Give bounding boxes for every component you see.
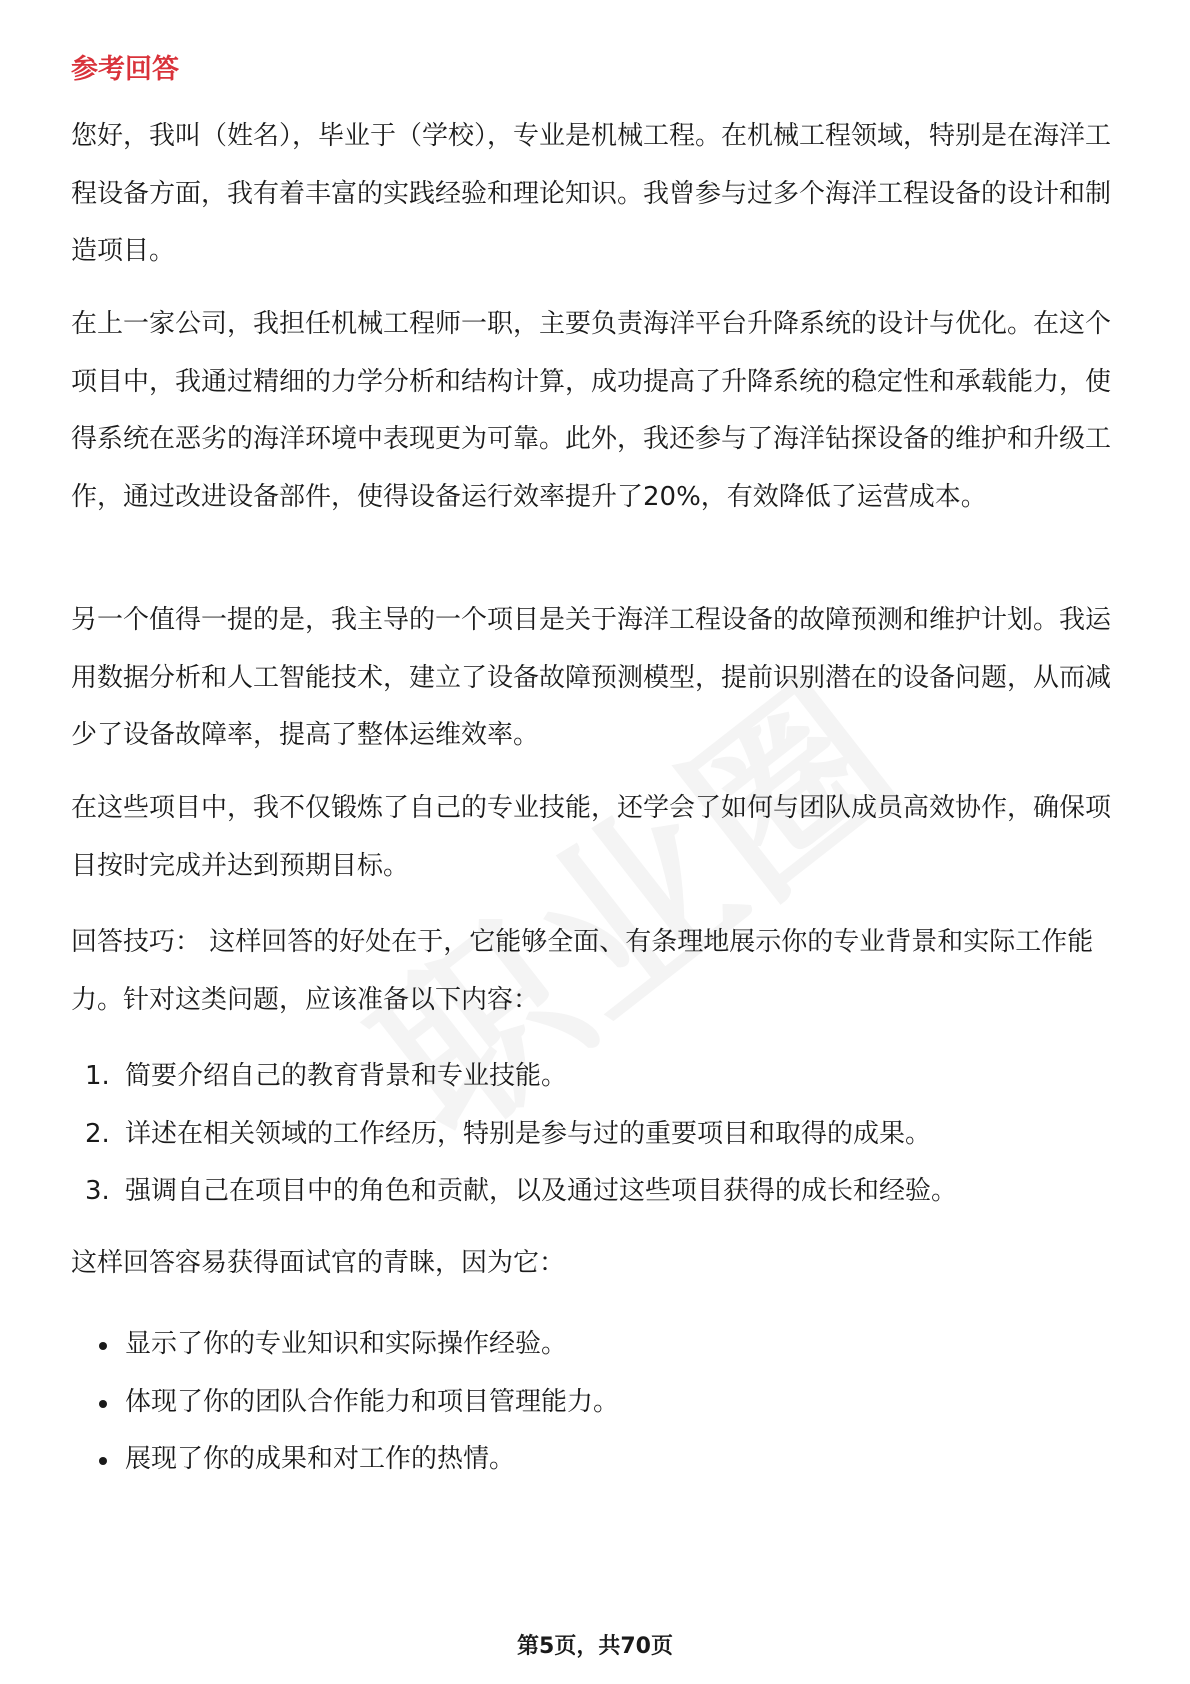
list-item-text: 体现了你的团队合作能力和项目管理能力。 xyxy=(125,1386,620,1417)
bullet-icon xyxy=(99,1457,107,1465)
list-item xyxy=(71,1316,1121,1374)
list-item-text: 简要介绍自己的教育背景和专业技能。 xyxy=(125,1061,568,1091)
section-heading: 参考回答 xyxy=(71,54,179,85)
paragraph-reasons-intro: 这样回答容易获得面试官的青睐，因为它： xyxy=(71,1248,566,1278)
list-item-text: 强调自己在项目中的角色和贡献，以及通过这些项目获得的成长和经验。 xyxy=(125,1176,958,1206)
list-item xyxy=(71,1163,1121,1221)
list-item-text: 详述在相关领域的工作经历，特别是参与过的重要项目和取得的成果。 xyxy=(125,1118,932,1149)
numbered-list xyxy=(71,1048,1121,1221)
bullet-icon xyxy=(99,1342,107,1350)
bullet-list xyxy=(71,1316,1121,1489)
bullet-icon xyxy=(99,1400,107,1408)
list-item-number: 1. xyxy=(85,1061,110,1091)
list-item xyxy=(71,1374,1121,1432)
list-item-text: 展现了你的成果和对工作的热情。 xyxy=(125,1444,516,1474)
list-item xyxy=(71,1106,1121,1164)
paragraph-teamwork: 在这些项目中，我不仅锻炼了自己的专业技能，还学会了如何与团队成员高效协作，确保项目按时完成并达到预期目标。 xyxy=(71,793,1112,881)
list-item xyxy=(71,1431,1121,1489)
paragraph-intro: 您好，我叫（姓名），毕业于（学校），专业是机械工程。在机械工程领域，特别是在海洋工程设备方面，我有着丰富的实践经验和理论知识。我曾参与过多个海洋工程设备的设计和制造项目。 xyxy=(71,121,1112,266)
paragraph-answer-tips: 回答技巧： 这样回答的好处在于，它能够全面、有条理地展示你的专业背景和实际工作能力。针对这类问题，应该准备以下内容： xyxy=(71,927,1094,1015)
list-item-number: 3. xyxy=(85,1176,110,1206)
page-footer: 第5页，共70页 xyxy=(517,1634,673,1659)
paragraph-project: 另一个值得一提的是，我主导的一个项目是关于海洋工程设备的故障预测和维护计划。我运用数据分析和人工智能技术，建立了设备故障预测模型，提前识别潜在的设备问题，从而减少了设备故障率，提高了整体运维效率。 xyxy=(71,605,1112,750)
list-item xyxy=(71,1048,1121,1106)
paragraph-previous-job: 在上一家公司，我担任机械工程师一职，主要负责海洋平台升降系统的设计与优化。在这个项目中，我通过精细的力学分析和结构计算，成功提高了升降系统的稳定性和承载能力，使得系统在恶劣的海洋环境中表现更为可靠。此外，我还参与了海洋钻探设备的维护和升级工作，通过改进设备部件，使得设备运行效率提升了20%，有效降低了运营成本。 xyxy=(71,309,1112,512)
list-item-number: 2. xyxy=(85,1118,110,1149)
list-item-text: 显示了你的专业知识和实际操作经验。 xyxy=(125,1329,568,1359)
